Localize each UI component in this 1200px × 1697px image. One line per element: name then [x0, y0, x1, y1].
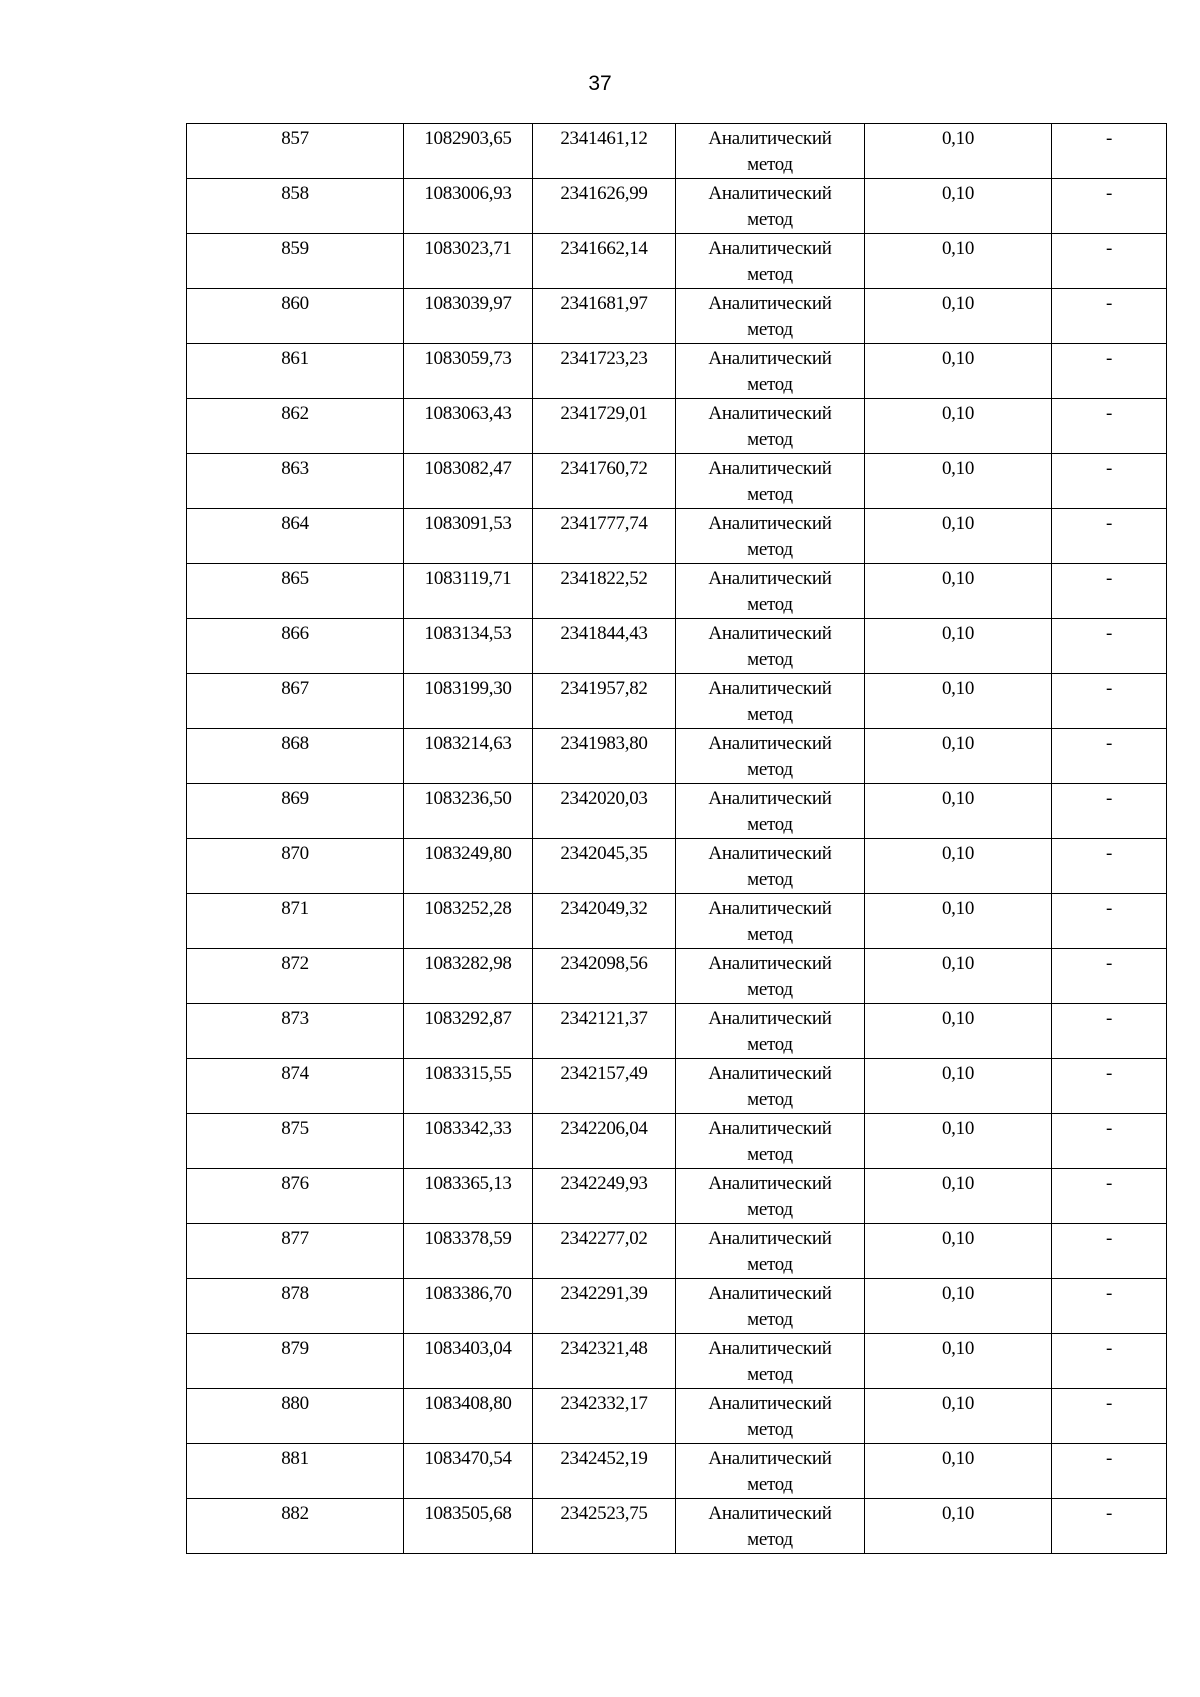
point-number-cell: 859	[187, 234, 404, 289]
method-cell	[676, 509, 865, 564]
description-cell: -	[1052, 509, 1167, 564]
point-number-cell: 867	[187, 674, 404, 729]
method-line-1: Аналитический	[708, 128, 832, 149]
table-row	[187, 454, 1167, 509]
y-coordinate-cell: 2341983,80	[533, 729, 676, 784]
method-line-1: Аналитический	[708, 513, 832, 534]
accuracy-cell: 0,10	[865, 1224, 1052, 1279]
accuracy-cell: 0,10	[865, 454, 1052, 509]
method-line-2: метод	[747, 1309, 793, 1330]
x-coordinate-cell: 1083505,68	[404, 1499, 533, 1554]
method-line-1: Аналитический	[708, 348, 832, 369]
method-line-2: метод	[747, 1144, 793, 1165]
x-coordinate-cell: 1083315,55	[404, 1059, 533, 1114]
method-cell	[676, 1499, 865, 1554]
y-coordinate-cell: 2342045,35	[533, 839, 676, 894]
x-coordinate-cell: 1083236,50	[404, 784, 533, 839]
table-row	[187, 1114, 1167, 1169]
method-cell	[676, 619, 865, 674]
x-coordinate-cell: 1083282,98	[404, 949, 533, 1004]
accuracy-cell: 0,10	[865, 1279, 1052, 1334]
method-cell	[676, 674, 865, 729]
x-coordinate-cell: 1083342,33	[404, 1114, 533, 1169]
method-cell	[676, 1114, 865, 1169]
method-line-2: метод	[747, 429, 793, 450]
x-coordinate-cell: 1083214,63	[404, 729, 533, 784]
point-number-cell: 857	[187, 124, 404, 179]
table-row	[187, 1389, 1167, 1444]
method-line-2: метод	[747, 814, 793, 835]
method-cell	[676, 564, 865, 619]
method-line-1: Аналитический	[708, 1283, 832, 1304]
method-cell	[676, 179, 865, 234]
accuracy-cell: 0,10	[865, 344, 1052, 399]
y-coordinate-cell: 2341729,01	[533, 399, 676, 454]
method-cell	[676, 399, 865, 454]
method-line-1: Аналитический	[708, 1228, 832, 1249]
table-row	[187, 399, 1167, 454]
y-coordinate-cell: 2341760,72	[533, 454, 676, 509]
description-cell: -	[1052, 344, 1167, 399]
method-line-2: метод	[747, 1474, 793, 1495]
method-line-1: Аналитический	[708, 568, 832, 589]
point-number-cell: 864	[187, 509, 404, 564]
point-number-cell: 873	[187, 1004, 404, 1059]
method-line-1: Аналитический	[708, 1448, 832, 1469]
method-cell	[676, 1444, 865, 1499]
y-coordinate-cell: 2342157,49	[533, 1059, 676, 1114]
method-cell	[676, 949, 865, 1004]
method-line-1: Аналитический	[708, 1393, 832, 1414]
accuracy-cell: 0,10	[865, 949, 1052, 1004]
y-coordinate-cell: 2341626,99	[533, 179, 676, 234]
accuracy-cell: 0,10	[865, 1169, 1052, 1224]
method-line-1: Аналитический	[708, 898, 832, 919]
point-number-cell: 866	[187, 619, 404, 674]
accuracy-cell: 0,10	[865, 729, 1052, 784]
method-line-2: метод	[747, 1199, 793, 1220]
description-cell: -	[1052, 1224, 1167, 1279]
table-row	[187, 729, 1167, 784]
x-coordinate-cell: 1083091,53	[404, 509, 533, 564]
table-row	[187, 344, 1167, 399]
description-cell: -	[1052, 1444, 1167, 1499]
method-line-2: метод	[747, 1034, 793, 1055]
point-number-cell: 876	[187, 1169, 404, 1224]
method-cell	[676, 1279, 865, 1334]
x-coordinate-cell: 1083119,71	[404, 564, 533, 619]
y-coordinate-cell: 2341777,74	[533, 509, 676, 564]
y-coordinate-cell: 2341662,14	[533, 234, 676, 289]
method-line-2: метод	[747, 1419, 793, 1440]
description-cell: -	[1052, 289, 1167, 344]
description-cell: -	[1052, 619, 1167, 674]
accuracy-cell: 0,10	[865, 1004, 1052, 1059]
point-number-cell: 858	[187, 179, 404, 234]
accuracy-cell: 0,10	[865, 674, 1052, 729]
table-row	[187, 234, 1167, 289]
method-line-2: метод	[747, 539, 793, 560]
table-row	[187, 1169, 1167, 1224]
x-coordinate-cell: 1083059,73	[404, 344, 533, 399]
x-coordinate-cell: 1083470,54	[404, 1444, 533, 1499]
accuracy-cell: 0,10	[865, 1389, 1052, 1444]
description-cell: -	[1052, 894, 1167, 949]
method-cell	[676, 1169, 865, 1224]
accuracy-cell: 0,10	[865, 509, 1052, 564]
accuracy-cell: 0,10	[865, 1114, 1052, 1169]
method-cell	[676, 1389, 865, 1444]
point-number-cell: 877	[187, 1224, 404, 1279]
x-coordinate-cell: 1083403,04	[404, 1334, 533, 1389]
point-number-cell: 870	[187, 839, 404, 894]
method-cell	[676, 1334, 865, 1389]
table-row	[187, 1279, 1167, 1334]
method-line-1: Аналитический	[708, 458, 832, 479]
y-coordinate-cell: 2342321,48	[533, 1334, 676, 1389]
x-coordinate-cell: 1083006,93	[404, 179, 533, 234]
method-line-1: Аналитический	[708, 1118, 832, 1139]
x-coordinate-cell: 1083249,80	[404, 839, 533, 894]
point-number-cell: 860	[187, 289, 404, 344]
accuracy-cell: 0,10	[865, 1499, 1052, 1554]
table-row	[187, 1499, 1167, 1554]
accuracy-cell: 0,10	[865, 1059, 1052, 1114]
method-cell	[676, 344, 865, 399]
method-line-1: Аналитический	[708, 733, 832, 754]
method-cell	[676, 289, 865, 344]
method-line-2: метод	[747, 1089, 793, 1110]
description-cell: -	[1052, 124, 1167, 179]
x-coordinate-cell: 1083023,71	[404, 234, 533, 289]
method-line-2: метод	[747, 154, 793, 175]
x-coordinate-cell: 1083252,28	[404, 894, 533, 949]
accuracy-cell: 0,10	[865, 619, 1052, 674]
point-number-cell: 878	[187, 1279, 404, 1334]
description-cell: -	[1052, 454, 1167, 509]
x-coordinate-cell: 1083408,80	[404, 1389, 533, 1444]
point-number-cell: 874	[187, 1059, 404, 1114]
method-line-2: метод	[747, 759, 793, 780]
method-line-2: метод	[747, 1364, 793, 1385]
method-line-1: Аналитический	[708, 623, 832, 644]
description-cell: -	[1052, 234, 1167, 289]
table-row	[187, 564, 1167, 619]
method-line-2: метод	[747, 979, 793, 1000]
description-cell: -	[1052, 1334, 1167, 1389]
y-coordinate-cell: 2342206,04	[533, 1114, 676, 1169]
point-number-cell: 880	[187, 1389, 404, 1444]
method-line-1: Аналитический	[708, 678, 832, 699]
accuracy-cell: 0,10	[865, 839, 1052, 894]
x-coordinate-cell: 1083199,30	[404, 674, 533, 729]
x-coordinate-cell: 1083386,70	[404, 1279, 533, 1334]
accuracy-cell: 0,10	[865, 1334, 1052, 1389]
accuracy-cell: 0,10	[865, 124, 1052, 179]
method-line-1: Аналитический	[708, 843, 832, 864]
description-cell: -	[1052, 564, 1167, 619]
description-cell: -	[1052, 1004, 1167, 1059]
table-row	[187, 509, 1167, 564]
method-cell	[676, 1224, 865, 1279]
y-coordinate-cell: 2341844,43	[533, 619, 676, 674]
method-line-2: метод	[747, 594, 793, 615]
method-line-2: метод	[747, 209, 793, 230]
method-line-2: метод	[747, 484, 793, 505]
description-cell: -	[1052, 1114, 1167, 1169]
description-cell: -	[1052, 674, 1167, 729]
x-coordinate-cell: 1083039,97	[404, 289, 533, 344]
point-number-cell: 862	[187, 399, 404, 454]
coordinates-table	[186, 123, 1167, 1554]
x-coordinate-cell: 1083063,43	[404, 399, 533, 454]
x-coordinate-cell: 1083378,59	[404, 1224, 533, 1279]
point-number-cell: 865	[187, 564, 404, 619]
description-cell: -	[1052, 949, 1167, 1004]
table-row	[187, 949, 1167, 1004]
accuracy-cell: 0,10	[865, 179, 1052, 234]
y-coordinate-cell: 2341822,52	[533, 564, 676, 619]
y-coordinate-cell: 2342452,19	[533, 1444, 676, 1499]
method-line-2: метод	[747, 374, 793, 395]
x-coordinate-cell: 1082903,65	[404, 124, 533, 179]
table-row	[187, 179, 1167, 234]
point-number-cell: 869	[187, 784, 404, 839]
point-number-cell: 868	[187, 729, 404, 784]
table-row	[187, 674, 1167, 729]
point-number-cell: 861	[187, 344, 404, 399]
method-cell	[676, 729, 865, 784]
y-coordinate-cell: 2342249,93	[533, 1169, 676, 1224]
method-cell	[676, 124, 865, 179]
method-line-1: Аналитический	[708, 953, 832, 974]
method-line-1: Аналитический	[708, 293, 832, 314]
method-line-1: Аналитический	[708, 788, 832, 809]
method-line-1: Аналитический	[708, 1503, 832, 1524]
table-row	[187, 1059, 1167, 1114]
description-cell: -	[1052, 399, 1167, 454]
accuracy-cell: 0,10	[865, 784, 1052, 839]
y-coordinate-cell: 2341957,82	[533, 674, 676, 729]
accuracy-cell: 0,10	[865, 399, 1052, 454]
method-line-1: Аналитический	[708, 183, 832, 204]
description-cell: -	[1052, 1389, 1167, 1444]
method-line-2: метод	[747, 1529, 793, 1550]
x-coordinate-cell: 1083292,87	[404, 1004, 533, 1059]
description-cell: -	[1052, 1499, 1167, 1554]
method-line-2: метод	[747, 869, 793, 890]
y-coordinate-cell: 2342121,37	[533, 1004, 676, 1059]
y-coordinate-cell: 2342020,03	[533, 784, 676, 839]
method-cell	[676, 839, 865, 894]
method-line-2: метод	[747, 264, 793, 285]
table-body	[187, 124, 1167, 1554]
y-coordinate-cell: 2341461,12	[533, 124, 676, 179]
method-line-1: Аналитический	[708, 1008, 832, 1029]
method-cell	[676, 784, 865, 839]
y-coordinate-cell: 2342523,75	[533, 1499, 676, 1554]
method-line-2: метод	[747, 924, 793, 945]
y-coordinate-cell: 2342277,02	[533, 1224, 676, 1279]
method-line-2: метод	[747, 1254, 793, 1275]
accuracy-cell: 0,10	[865, 894, 1052, 949]
table-row	[187, 1224, 1167, 1279]
method-cell	[676, 234, 865, 289]
table-row	[187, 894, 1167, 949]
method-line-1: Аналитический	[708, 1063, 832, 1084]
table-row	[187, 1004, 1167, 1059]
point-number-cell: 871	[187, 894, 404, 949]
method-cell	[676, 1059, 865, 1114]
table-row	[187, 784, 1167, 839]
x-coordinate-cell: 1083134,53	[404, 619, 533, 674]
method-cell	[676, 1004, 865, 1059]
description-cell: -	[1052, 1169, 1167, 1224]
table-row	[187, 1334, 1167, 1389]
method-line-1: Аналитический	[708, 1338, 832, 1359]
description-cell: -	[1052, 729, 1167, 784]
point-number-cell: 881	[187, 1444, 404, 1499]
method-line-2: метод	[747, 319, 793, 340]
point-number-cell: 863	[187, 454, 404, 509]
y-coordinate-cell: 2341681,97	[533, 289, 676, 344]
method-line-2: метод	[747, 704, 793, 725]
table-row	[187, 619, 1167, 674]
accuracy-cell: 0,10	[865, 234, 1052, 289]
description-cell: -	[1052, 839, 1167, 894]
description-cell: -	[1052, 1279, 1167, 1334]
method-cell	[676, 454, 865, 509]
table-row	[187, 124, 1167, 179]
x-coordinate-cell: 1083365,13	[404, 1169, 533, 1224]
accuracy-cell: 0,10	[865, 564, 1052, 619]
point-number-cell: 872	[187, 949, 404, 1004]
table-row	[187, 839, 1167, 894]
point-number-cell: 882	[187, 1499, 404, 1554]
y-coordinate-cell: 2342049,32	[533, 894, 676, 949]
point-number-cell: 879	[187, 1334, 404, 1389]
y-coordinate-cell: 2342098,56	[533, 949, 676, 1004]
page-number: 37	[588, 72, 612, 95]
description-cell: -	[1052, 784, 1167, 839]
y-coordinate-cell: 2342291,39	[533, 1279, 676, 1334]
method-line-1: Аналитический	[708, 1173, 832, 1194]
y-coordinate-cell: 2341723,23	[533, 344, 676, 399]
description-cell: -	[1052, 1059, 1167, 1114]
accuracy-cell: 0,10	[865, 1444, 1052, 1499]
method-line-1: Аналитический	[708, 403, 832, 424]
table-row	[187, 289, 1167, 344]
x-coordinate-cell: 1083082,47	[404, 454, 533, 509]
description-cell: -	[1052, 179, 1167, 234]
y-coordinate-cell: 2342332,17	[533, 1389, 676, 1444]
point-number-cell: 875	[187, 1114, 404, 1169]
method-cell	[676, 894, 865, 949]
table-row	[187, 1444, 1167, 1499]
method-line-1: Аналитический	[708, 238, 832, 259]
method-line-2: метод	[747, 649, 793, 670]
accuracy-cell: 0,10	[865, 289, 1052, 344]
